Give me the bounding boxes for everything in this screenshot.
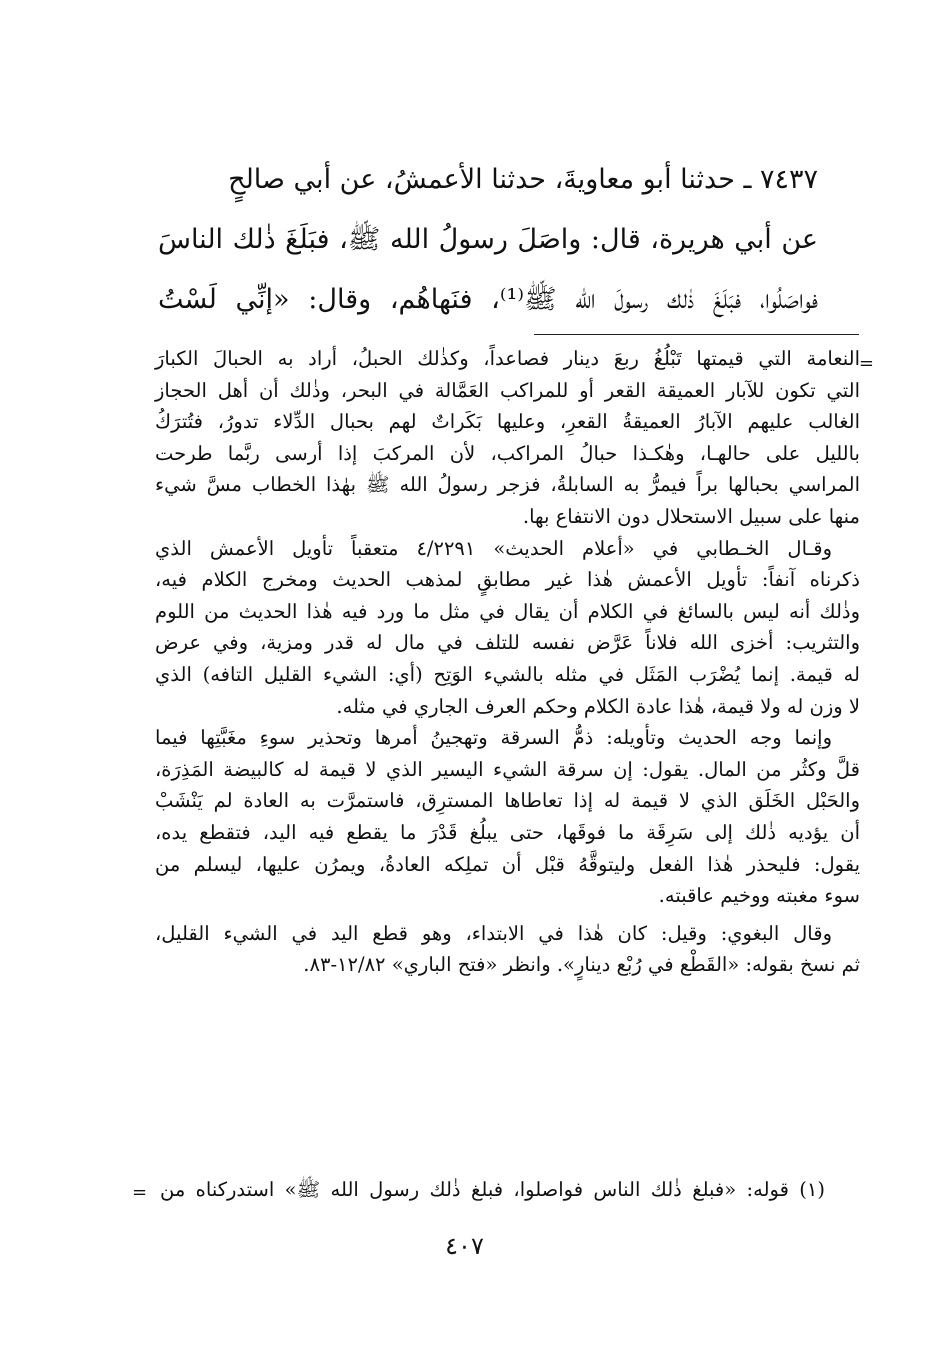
footnote-separator (534, 334, 859, 335)
footnote-line: له قيمة. إنما يُضْرَب المَثَل في مثله بالشيء الوَتِح (أي: الشيء القليل التافه) الذي (155, 662, 860, 686)
hadith-line: عن أبي هريرة، قال: واصَلَ رسولُ الله ﷺ، فبَلَغَ ذٰلك الناسَ (158, 224, 818, 255)
page-number: ٤٠٧ (445, 1232, 484, 1260)
continuation-mark: = (132, 1182, 148, 1203)
footnote-line: وإنما وجه الحديث وتأويله: ذمُّ السرقة وتهجينُ أمرها وتحذير سوءِ مغَبَّتِها فيما (155, 726, 832, 750)
footnote-line: وذٰلك أنه ليس بالسائغ في الكلام أن يقال في مثل ما ورد فيه هٰذا الحديث من اللوم (155, 599, 860, 623)
footnote-line: التي تكون للآبار العميقة القعر أو للمراكب العَمَّالة في البحر، وذٰلك أن أهل الحجاز (155, 378, 860, 402)
footnote-line: النعامة التي قيمتها تَبْلُغُ ربعَ دينار فصاعداً، وكذٰلك الحبلُ، أراد به الحبالَ الكبارَ (155, 347, 860, 370)
footnote-line: أن يؤديه ذٰلك إلى سَرِقَة ما فوقَها، حتى يبلُغ قَدْرَ ما يقطع فيه اليد، فتقطع يده، (155, 820, 860, 844)
footnote-line: والتثريب: أخزى الله فلاناً عَرَّض نفسه للتلف في مال له قدر ومزية، وفي عرض (155, 631, 860, 655)
footnote-paragraph (155, 343, 860, 533)
footnote-paragraph (155, 533, 860, 723)
footnote-1: (١) قوله: «فبلغ ذٰلك الناس فواصلوا، فبلغ ذٰلك رسول الله ﷺ» استدركناه من (160, 1178, 825, 1201)
hadith-text (158, 150, 818, 330)
footnotes (155, 343, 860, 981)
footnote-line: وقـال الخـطابي في «أعلام الحديث» ٤/٢٢٩١ متعقباً تأويل الأعمش الذي (155, 536, 832, 560)
footnote-line: قلَّ وكثُر من المال. يقول: إن سرقة الشيء اليسير الذي لا قيمة له كالبيضة المَذِرَة، (155, 757, 860, 781)
hadith-line: ٧٤٣٧ ـ حدثنا أبو معاويةَ، حدثنا الأعمشُ، عن أبي صالحٍ (228, 164, 818, 195)
footnote-paragraph (155, 722, 860, 912)
footnote-line: ثم نسخ بقوله: «القَطْع في رُبْع دينارٍ». وانظر «فتح الباري» ١٢/٨٢-٨٣. (303, 953, 860, 977)
continuation-mark: = (858, 353, 874, 374)
footnote-line: والحَبْل الخَلَق الذي لا قيمة له إذا تعاطاها المسترِق، فاستمرَّت به العادة لم يَنْشَبْ (155, 789, 860, 813)
footnote-line: منها على سبيل الاستحلال دون الانتفاع بها. (522, 504, 860, 528)
hadith-line: فواصَلُوا، فبَلَغَ ذٰلك رسولَ الله ﷺ⁽¹⁾، فنَهاهُم، وقال: «إنِّي لَسْتُ (158, 284, 818, 315)
footnote-paragraph (155, 918, 860, 981)
footnote-line: لا وزن له ولا قيمة، هٰذا عادة الكلام وحكم العرف الجاري في مثله. (336, 694, 860, 718)
footnote-line: بالليل على حالهـا، وهٰكـذا حبالُ المراكب، لأن المركبَ إذا أرسى ربَّما طرحت (155, 441, 860, 465)
footnote-line: وقال البغوي: وقيل: كان هٰذا في الابتداء، وهو قطع اليد في الشيء القليل، (155, 921, 832, 945)
footnote-line: سوء مغبته ووخيم عاقبته. (658, 884, 860, 908)
footnote-line: الغالب عليهم الآبارُ العميقةُ القعرِ، وعليها بَكَراتٌ لهم بحبال الدِّلاء تدورُ، فتُترَكُ (155, 410, 860, 434)
footnote-line: المراسي بحبالها براً فيمرُّ به السابلةُ، فزجر رسولُ الله ﷺ بهٰذا الخطاب مسَّ شيء (155, 473, 860, 497)
footnote-line: ذكرناه آنفاً: تأويل الأعمش هٰذا غير مطابقٍ لمذهب الحديث ومخرج الكلام فيه، (155, 568, 860, 592)
footnote-line: يقول: فليحذر هٰذا الفعل وليتوقَّهُ قبْل أن تملِكه العادةُ، ويمرُن عليها، ليسلم من (155, 852, 860, 876)
